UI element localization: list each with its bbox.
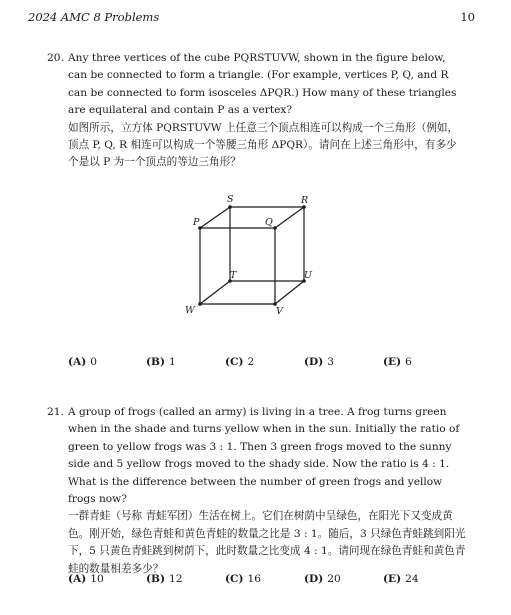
choice-e[interactable]: (E) 24 xyxy=(383,573,419,585)
label-w: W xyxy=(185,305,195,316)
answer-choices-20 xyxy=(68,356,481,372)
problem-text-cn: 一群青蛙（号称 青蛙军团）生活在树上。它们在树荫中呈绿色，在阳光下又变成黄色。刚开始，绿色青蛙和黄色青蛙的数量之比是 3 : 1。随后，3 只绿色青蛙跳到阳光下，5 只黄色青蛙跳到树荫下，此时数量之比变成 4 : 1。请问现在绿色青蛙和黄色青蛙的数量相差多少？ xyxy=(68,510,466,575)
label-u: U xyxy=(304,270,313,281)
vertex-w xyxy=(198,302,202,306)
label-p: P xyxy=(193,217,200,228)
choice-b[interactable]: (B) 1 xyxy=(146,356,176,368)
choice-c[interactable]: (C) 2 xyxy=(225,356,255,368)
problem-number: 20. xyxy=(47,52,64,64)
edge-ps xyxy=(200,207,230,228)
label-s: S xyxy=(227,194,234,205)
choice-c[interactable]: (C) 16 xyxy=(225,573,261,585)
cube-diagram xyxy=(180,195,320,320)
header-title: 2024 AMC 8 Problems xyxy=(28,10,160,24)
choice-b[interactable]: (B) 12 xyxy=(146,573,183,585)
problem-number: 21. xyxy=(47,406,64,418)
edge-wt xyxy=(200,281,230,304)
edge-vu xyxy=(275,281,304,304)
page-number: 10 xyxy=(460,10,475,24)
choice-d[interactable]: (D) 20 xyxy=(304,573,341,585)
vertex-s xyxy=(228,205,232,209)
problem-20 xyxy=(47,50,467,172)
problem-text-en: A group of frogs (called an army) is living in a tree. A frog turns green when in the shade and turns yellow when in the sun. Initially the ratio of green to yellow frogs was 3 : 1. Then 3 green frogs moved to the sunny side and 5 yellow frogs moved to the shady side. Now the ratio is 4 : 1. What is the difference between the number of green frogs and yellow frogs now? xyxy=(68,406,460,506)
label-v: V xyxy=(276,306,283,317)
vertex-q xyxy=(273,226,277,230)
label-q: Q xyxy=(265,217,273,228)
edge-qr xyxy=(275,207,304,228)
problem-21 xyxy=(47,404,467,578)
label-t: T xyxy=(230,270,237,281)
choice-a[interactable]: (A) 0 xyxy=(68,356,97,368)
choice-e[interactable]: (E) 6 xyxy=(383,356,412,368)
choice-d[interactable]: (D) 3 xyxy=(304,356,334,368)
cube-figure xyxy=(180,195,320,320)
problem-text-cn: 如图所示，立方体 PQRSTUVW 上任意三个顶点相连可以构成一个三角形（例如，顶点 P, Q, R 相连可以构成一个等腰三角形 ΔPQR）。请问在上述三角形中，有多少个是以 P 为一个顶点的等边三角形？ xyxy=(68,121,459,169)
choice-a[interactable]: (A) 10 xyxy=(68,573,104,585)
label-r: R xyxy=(301,195,309,206)
problem-text-en: Any three vertices of the cube PQRSTUVW, shown in the figure below, can be connected to form a triangle. (For example, vertices P, Q, and R can be connected to form isosceles ΔPQR.) How many of these triangles are equilateral and contain P as a vertex? xyxy=(68,52,457,117)
page-header xyxy=(28,10,475,26)
answer-choices-21 xyxy=(68,573,481,589)
